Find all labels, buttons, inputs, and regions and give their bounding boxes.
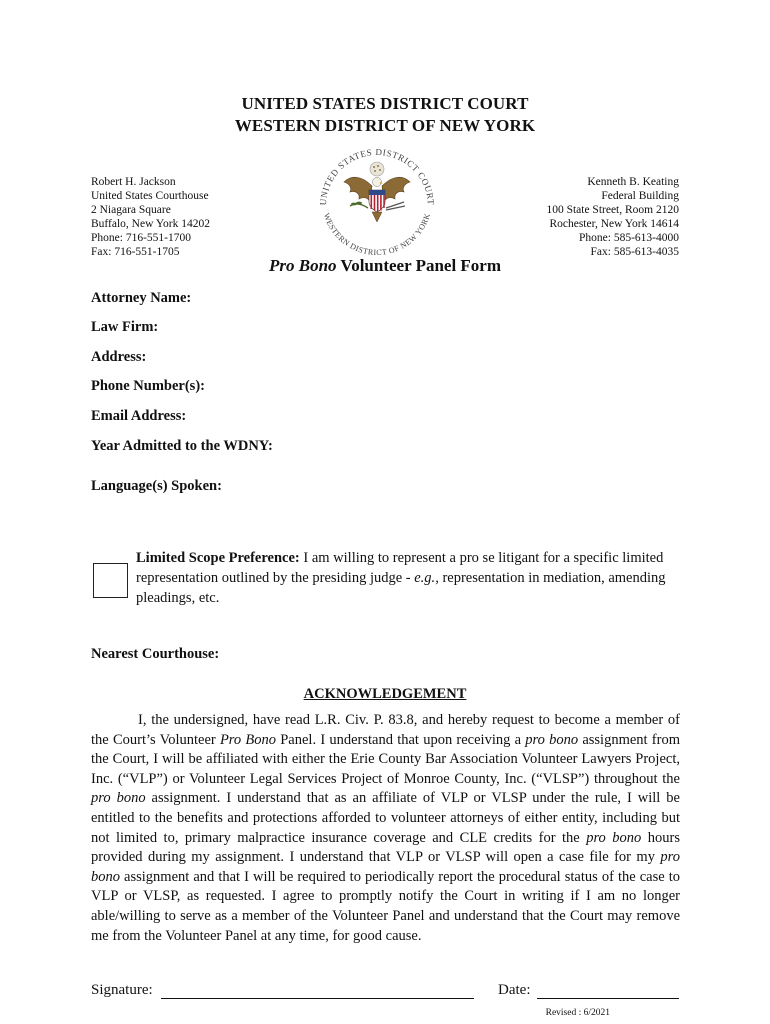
nearest-courthouse-label: Nearest Courthouse: bbox=[91, 646, 220, 662]
rochester-fax: Fax: 585-613-4035 bbox=[590, 246, 679, 258]
rochester-phone: Phone: 585-613-4000 bbox=[579, 232, 679, 244]
ack-text: assignment from the Court, I will be affiliated with either the Erie County Bar Association Volunteer Lawyers Project, Inc. (“VLP”) or Volunteer Legal Services Project of Monroe County, Inc. (“VLSP”) throughout the bbox=[91, 731, 680, 787]
ack-italic: pro bono bbox=[91, 790, 146, 807]
buffalo-fax: Fax: 716-551-1705 bbox=[91, 246, 180, 258]
languages-label: Language(s) Spoken: bbox=[91, 478, 222, 494]
form-title-rest: Volunteer Panel Form bbox=[336, 256, 502, 275]
limited-scope-body-end: , representation in mediation, amending pleadings, etc. bbox=[136, 570, 666, 606]
acknowledgement-paragraph bbox=[91, 711, 680, 946]
email-label: Email Address: bbox=[91, 408, 187, 424]
buffalo-address-line: United States Courthouse bbox=[91, 190, 209, 202]
ack-italic: Pro Bono bbox=[219, 731, 277, 748]
court-title-line1: UNITED STATES DISTRICT COURT bbox=[241, 94, 529, 113]
rochester-address-line: Rochester, New York 14614 bbox=[549, 218, 679, 230]
ack-text: assignment. I understand that as an affiliate of VLP or VLSP under the rule, I will be entitled to the benefits and protections afforded to volunteer attorneys of either entity, including but not limited to, primary malpractice insurance coverage and CLE credits for the bbox=[91, 790, 680, 846]
rochester-address-block bbox=[546, 175, 679, 259]
rochester-address-line: 100 State Street, Room 2120 bbox=[546, 204, 679, 216]
revised-date: Revised : 6/2021 bbox=[545, 1008, 610, 1018]
seal-text-bottom: WESTERN DISTRICT OF NEW YORK bbox=[321, 211, 433, 256]
ack-italic: pro bono bbox=[586, 829, 642, 846]
signature-line[interactable] bbox=[161, 998, 474, 999]
attorney-name-label: Attorney Name: bbox=[91, 290, 192, 306]
buffalo-address-block bbox=[91, 175, 210, 259]
buffalo-address-line: Robert H. Jackson bbox=[91, 176, 176, 188]
limited-scope-eg: e.g. bbox=[414, 570, 436, 586]
ack-text: hours provided during my assignment. I understand that VLP or VLSP will open a case file for my bbox=[91, 829, 680, 866]
buffalo-phone: Phone: 716-551-1700 bbox=[91, 232, 191, 244]
address-label: Address: bbox=[91, 349, 147, 365]
phone-label: Phone Number(s): bbox=[91, 378, 205, 394]
buffalo-address-line: 2 Niagara Square bbox=[91, 204, 171, 216]
seal-text-top: UNITED STATES DISTRICT COURT bbox=[317, 146, 437, 206]
ack-italic: pro bono bbox=[525, 731, 579, 748]
ack-text: assignment and that I will be required to periodically report the procedural status of the case to VLP or VLSP, as requested. I agree to promptly notify the Court in writing if I am no longer able/willing to serve as a member of the Volunteer Panel and understand that the Court may remove me from the Volunteer Panel at any time, for good cause. bbox=[91, 868, 680, 944]
date-line[interactable] bbox=[537, 998, 679, 999]
limited-scope-heading: Limited Scope Preference: bbox=[136, 550, 300, 566]
court-title-line2: WESTERN DISTRICT OF NEW YORK bbox=[234, 116, 536, 135]
acknowledgement-heading: ACKNOWLEDGEMENT bbox=[303, 686, 467, 702]
buffalo-address-line: Buffalo, New York 14202 bbox=[91, 218, 210, 230]
limited-scope-body: I am willing to represent a pro se litigant for a specific limited representation outlined by the presiding judge - bbox=[136, 550, 664, 586]
form-title bbox=[0, 256, 770, 276]
rochester-address-line: Federal Building bbox=[601, 190, 679, 202]
signature-label: Signature: bbox=[91, 982, 153, 998]
eagle-seal-icon bbox=[312, 136, 442, 256]
ack-italic: pro bono bbox=[91, 849, 680, 885]
ack-text: I, the undersigned, have read L.R. Civ. P. 83.8, and hereby request to become a member of the Court’s Volunteer bbox=[91, 712, 680, 748]
law-firm-label: Law Firm: bbox=[91, 319, 159, 335]
year-admitted-label: Year Admitted to the WDNY: bbox=[91, 438, 273, 454]
form-title-italic: Pro Bono bbox=[268, 256, 337, 275]
limited-scope-text bbox=[136, 548, 696, 608]
rochester-address-line: Kenneth B. Keating bbox=[587, 176, 679, 188]
limited-scope-checkbox[interactable] bbox=[93, 563, 128, 598]
ack-text: Panel. I understand that upon receiving a bbox=[276, 731, 526, 748]
date-label: Date: bbox=[498, 982, 531, 998]
